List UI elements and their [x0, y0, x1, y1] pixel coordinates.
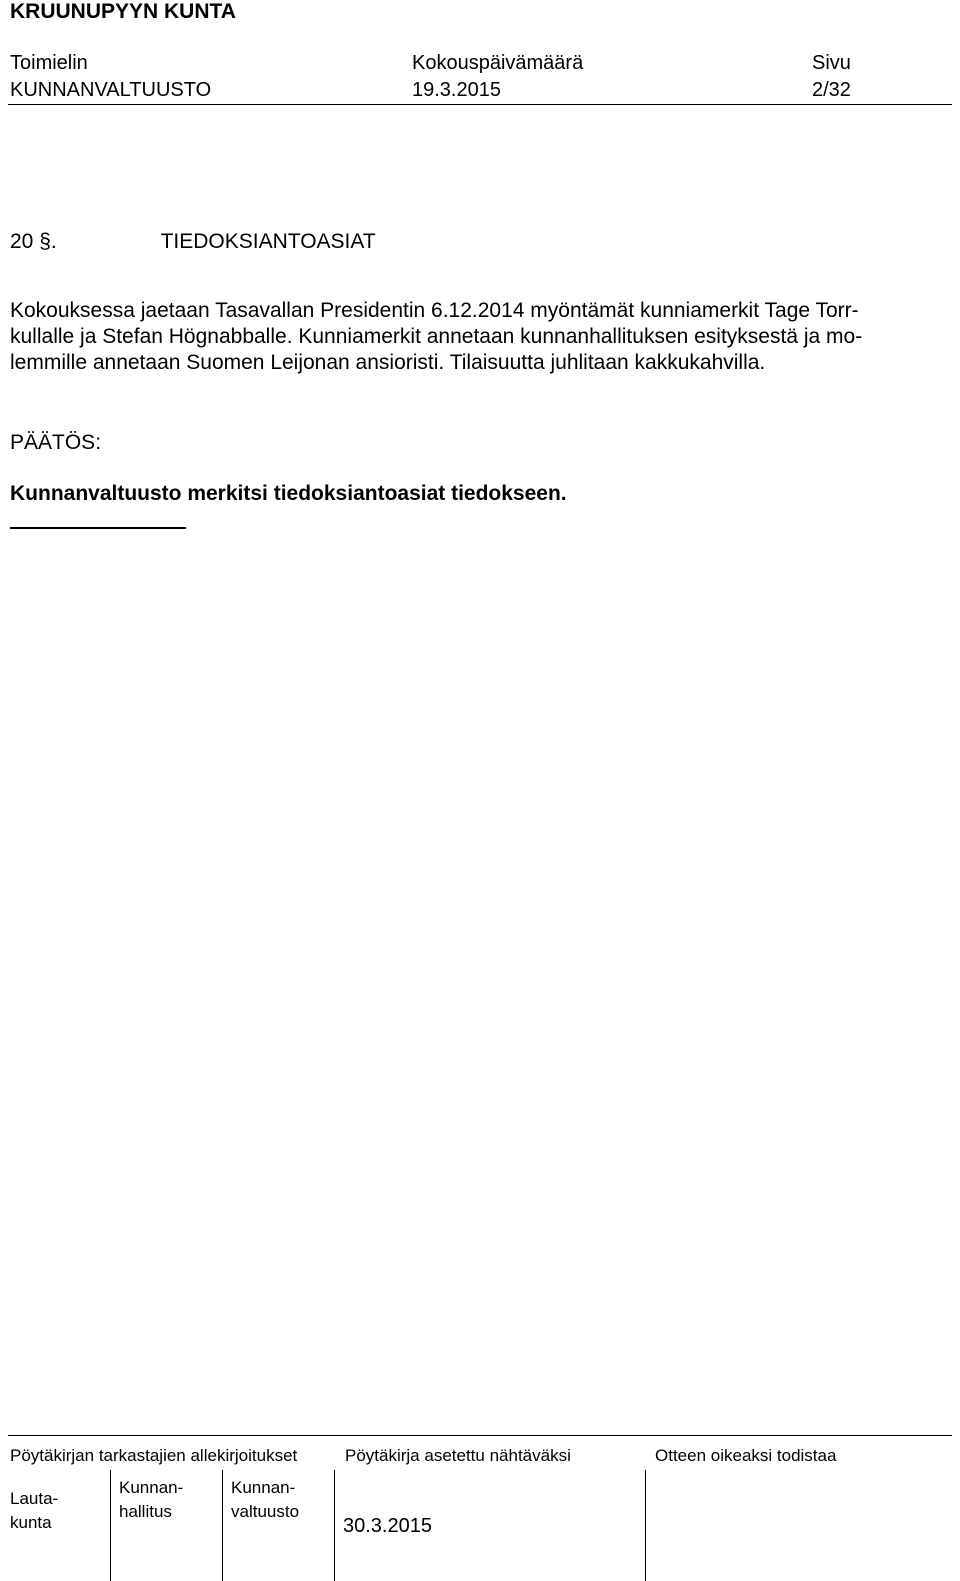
- section-number: 20: [10, 230, 34, 253]
- footer-column-divider: [110, 1470, 111, 1581]
- footer-posted-title: Pöytäkirja asetettu nähtäväksi: [345, 1446, 571, 1465]
- footer-signatures-title: Pöytäkirjan tarkastajien allekirjoitukset: [10, 1446, 298, 1465]
- section-title: TIEDOKSIANTOASIAT: [160, 230, 376, 253]
- footer-certify-title: Otteen oikeaksi todistaa: [655, 1446, 837, 1465]
- header-body-value: KUNNANVALTUUSTO: [10, 79, 212, 101]
- body-line: lemmille annetaan Suomen Leijonan ansioristi. Tilaisuutta juhlitaan kakkukahvilla.: [10, 351, 766, 374]
- cell-line: valtuusto: [231, 1502, 300, 1521]
- header-divider: [8, 104, 952, 105]
- header-label-body: Toimielin: [10, 52, 88, 74]
- decision-text: Kunnanvaltuusto merkitsi tiedoksiantoasiat tiedokseen.: [10, 482, 567, 505]
- body-paragraph: [10, 298, 950, 376]
- cell-line: kunta: [10, 1513, 52, 1532]
- body-line: Kokouksessa jaetaan Tasavallan Presidentin 6.12.2014 myöntämät kunniamerkit Tage Torr-: [10, 299, 859, 322]
- header-label-page: Sivu: [812, 52, 851, 74]
- organization-name: KRUUNUPYYN KUNTA: [10, 0, 236, 23]
- decision-label: PÄÄTÖS:: [10, 431, 102, 454]
- footer-column-divider: [334, 1470, 335, 1581]
- cell-line: Kunnan-: [231, 1478, 296, 1497]
- body-line: kullalle ja Stefan Högnabballe. Kunniamerkit annetaan kunnanhallituksen esityksestä ja mo-: [10, 325, 863, 348]
- signature-cell-council: [231, 1476, 299, 1524]
- header-date-value: 19.3.2015: [412, 79, 501, 101]
- cell-line: Lauta-: [10, 1489, 59, 1508]
- posted-date: 30.3.2015: [343, 1515, 432, 1537]
- cell-line: Kunnan-: [119, 1478, 184, 1497]
- footer-column-divider: [222, 1470, 223, 1581]
- signature-cell-board: [10, 1487, 58, 1535]
- section-heading: [10, 230, 376, 254]
- signature-cell-government: [119, 1476, 183, 1524]
- header-label-date: Kokouspäivämäärä: [412, 52, 584, 74]
- cell-line: hallitus: [119, 1502, 172, 1521]
- footer-column-divider: [645, 1470, 646, 1581]
- section-symbol: §.: [39, 230, 57, 253]
- footer-divider: [8, 1435, 952, 1436]
- header-page-value: 2/32: [812, 79, 851, 101]
- section-end-rule: [10, 527, 186, 529]
